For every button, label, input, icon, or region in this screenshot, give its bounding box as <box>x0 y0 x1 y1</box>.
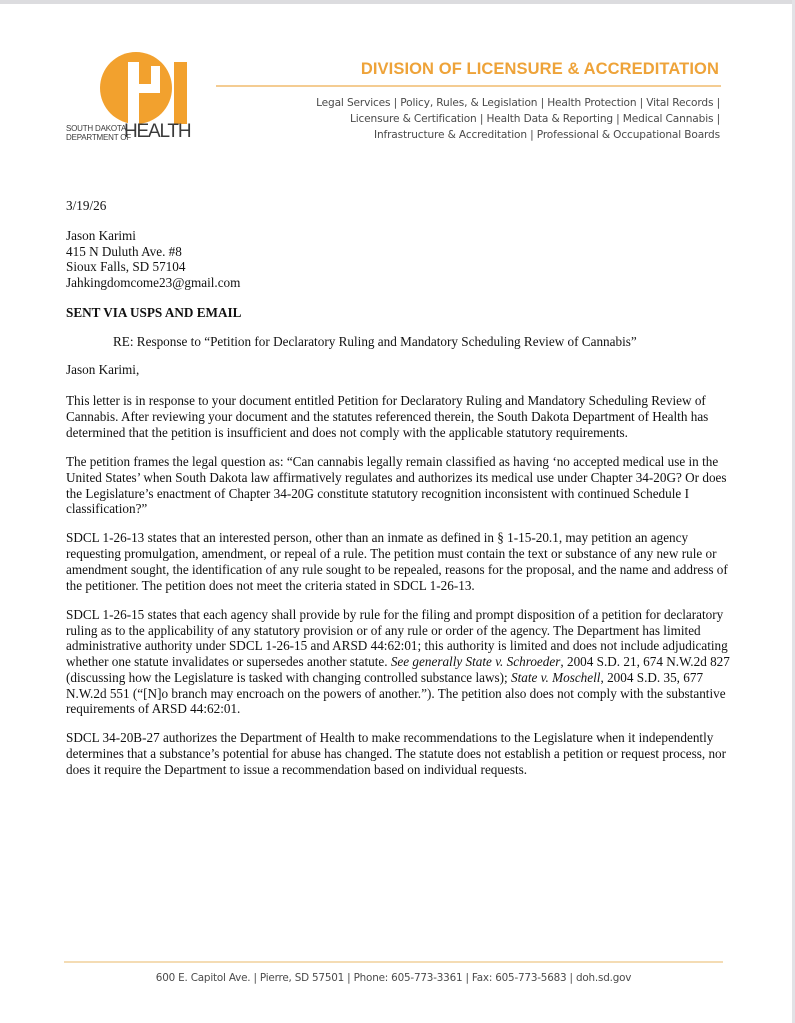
logo-subtitle <box>66 125 131 142</box>
p4-text-3: , 2004 S.D. 35, 677 N.W.2d 551 (“[N]o branch may encroach on the powers of another.”). The petition also does not comply with the substantive requirements of ARSD 44:62:01. <box>66 669 726 717</box>
recipient-address <box>66 228 736 291</box>
letter-body <box>66 198 736 791</box>
paragraph-sdcl-1-26-15 <box>66 607 736 718</box>
logo-state-text: SOUTH DAKOTA <box>66 124 127 133</box>
recipient-email: Jahkingdomcome23@gmail.com <box>66 275 241 291</box>
footer-contact: 600 E. Capitol Ave. | Pierre, SD 57501 | Phone: 605-773-3361 | Fax: 605-773-5683 | doh.sd.gov <box>155 972 632 984</box>
services-line: Licensure & Certification | Health Data & Reporting | Medical Cannabis | <box>349 113 720 125</box>
paragraph-sdcl-1-26-13: SDCL 1-26-13 states that an interested person, other than an inmate as defined in § 1-15-20.1, may petition an agency requesting promulgation, amendment, or repeal of a rule. The petition must contain the text or substance of any new rule or amendment sought, the identification of any rule sought to be repealed, reasons for the proposal, and the name and address of the petitioner. The petition does not meet the criteria stated in SDCL 1-26-13. <box>66 530 728 593</box>
paragraph-intro: This letter is in response to your document entitled Petition for Declaratory Ruling and Mandatory Scheduling Review of Cannabis. After reviewing your document and the statutes referenced therein, the South Dakota Department of Health has determined that the petition is insufficient and does not comply with the applicable statutory requirements. <box>66 393 709 440</box>
recipient-city: Sioux Falls, SD 57104 <box>66 259 186 275</box>
division-title: DIVISION OF LICENSURE & ACCREDITATION <box>360 60 719 78</box>
recipient-name: Jason Karimi <box>66 227 136 243</box>
salutation: Jason Karimi, <box>66 361 140 377</box>
logo-health-text: HEALTH <box>124 121 191 142</box>
sd-health-logo <box>66 52 196 144</box>
page-top-edge <box>0 0 795 4</box>
case-citation-schroeder: See generally State v. Schroeder <box>390 654 561 670</box>
p4-text-1: SDCL 1-26-15 states that each agency shall provide by rule for the filing and prompt disposition of a petition for declaratory ruling as to the applicability of any statutory provision or of any rule or order of the agency. The Department has limited administrative authority under SDCL 1-26-15 and ARSD 44:62:01; this authority is limited and does not include adjudicating whether one statute invalidates or supersedes another statute. <box>66 606 728 670</box>
services-line: Infrastructure & Accreditation | Professional & Occupational Boards <box>373 129 720 141</box>
health-h-logo-icon <box>100 52 192 124</box>
paragraph-legal-question: The petition frames the legal question as: “Can cannabis legally remain classified as having ‘no accepted medical use in the United States’ when South Dakota law affirmatively regulates and authorizes its medical use under Chapter 34-20G? Or does the Legislature’s enactment of Chapter 34-20G constitute statutory recognition inconsistent with continued Schedule I classification?” <box>66 453 727 517</box>
header-divider <box>216 85 721 87</box>
logo-department-text: DEPARTMENT OF <box>66 132 131 142</box>
services-line: Legal Services | Policy, Rules, & Legislation | Health Protection | Vital Records | <box>316 97 720 109</box>
p4-text-2: , 2004 S.D. 21, 674 N.W.2d 827 (discussing how the Legislature is tasked with changing controlled substance laws); <box>66 654 730 685</box>
case-citation-moschell: State v. Moschell <box>510 669 601 685</box>
letter-date: 3/19/26 <box>66 198 107 213</box>
re-line: RE: Response to “Petition for Declaratory Ruling and Mandatory Scheduling Review of Cannabis” <box>113 333 637 349</box>
recipient-street: 415 N Duluth Ave. #8 <box>66 243 182 259</box>
delivery-method: SENT VIA USPS AND EMAIL <box>66 304 242 320</box>
footer-divider <box>64 961 723 963</box>
paragraph-sdcl-34-20b-27: SDCL 34-20B-27 authorizes the Department of Health to make recommendations to the Legislature when it independently determines that a substance’s potential for abuse has changed. The statute does not establish a petition or request process, nor does it require the Department to issue a recommendation based on individual requests. <box>66 730 727 778</box>
services-list <box>240 95 720 143</box>
